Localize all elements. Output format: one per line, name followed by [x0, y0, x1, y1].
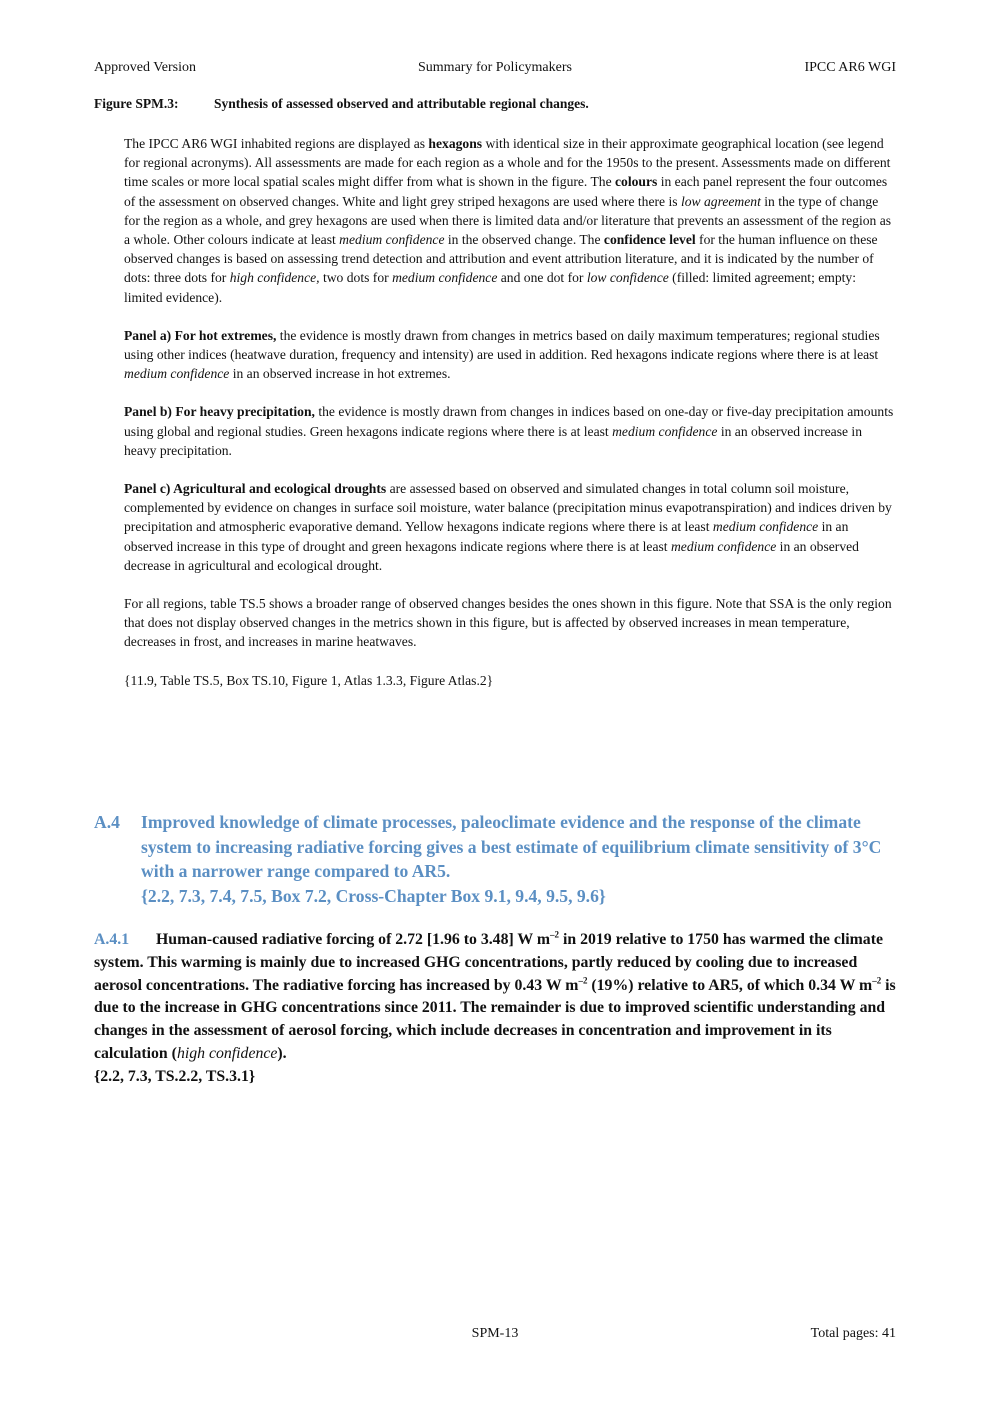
- header-report: IPCC AR6 WGI: [804, 60, 896, 75]
- figure-caption: [94, 96, 896, 112]
- panel-c-paragraph: Panel c) Agricultural and ecological droughts are assessed based on observed and simulated changes in total column soil moisture, complemented by evidence on changes in surface soil moisture, water balance (precipitation minus evapotranspiration) and indices driven by precipitation and atmospheric evaporative demand. Yellow hexagons indicate regions where there is at least medium confidence in an observed increase in this type of drought and green hexagons indicate regions where there is at least medium confidence in an observed decrease in agricultural and ecological drought.: [124, 481, 892, 573]
- figure-number: Figure SPM.3:: [94, 96, 179, 111]
- references-paragraph: {11.9, Table TS.5, Box TS.10, Figure 1, Atlas 1.3.3, Figure Atlas.2}: [124, 672, 494, 688]
- total-pages: Total pages: 41: [810, 1326, 896, 1341]
- panel-b-paragraph: Panel b) For heavy precipitation, the evidence is mostly drawn from changes in indices based on one-day or five-day precipitation amounts using global and regional studies. Green hexagons indicate regions where there is at least medium confidence in an observed increase in heavy precipitation.: [124, 404, 894, 458]
- header-section: Summary for Policymakers: [418, 60, 572, 75]
- page-number: SPM-13: [471, 1326, 519, 1341]
- section-number: A.4: [94, 812, 120, 832]
- header-version: Approved Version: [94, 60, 197, 75]
- intro-paragraph: The IPCC AR6 WGI inhabited regions are displayed as hexagons with identical size in their approximate geographical location (see legend for regional acronyms). All assessments are made for each region as a whole and for the 1950s to the present. Assessments made on different time scales or more local spatial scales might differ from what is shown in the figure. The colours in each panel represent the four outcomes of the assessment on observed changes. White and light grey striped hexagons are used where there is low agreement in the type of change for the region as a whole, and grey hexagons are used when there is limited data and/or literature that prevents an assessment of the region as a whole. Other colours indicate at least medium confidence in the observed change. The confidence level for the human influence on these observed changes is based on assessing trend detection and attribution and event attribution literature, and it is indicated by the number of dots: three dots for high confidence, two dots for medium confidence and one dot for low confidence (filled: limited agreement; empty: limited evidence).: [124, 136, 892, 305]
- subsection-a41: A.4.1 Human-caused radiative forcing of 2.72 [1.96 to 3.48] W $m^{-2}$ in 2019 relative to 1750 has warmed the climate system. This warming is mainly due to increased GHG concentrations, partly reduced by cooling due to increased aerosol concentrations. The radiative forcing has increased by 0.43 W $m^{-2}$ (19%) relative to AR5, of which 0.34 W $m^{-2}$ is due to the increase in GHG concentrations since 2011. The remainder is due to improved scientific understanding and changes in the assessment of aerosol forcing, which include decreases in concentration and improvement in its calculation (high confidence). {2.2, 7.3, TS.2.2, TS.3.1}: [94, 929, 896, 1085]
- caption-body: [124, 134, 896, 709]
- figure-title: Synthesis of assessed observed and attributable regional changes.: [214, 96, 589, 111]
- page-footer: [94, 1326, 896, 1346]
- section-heading-refs: {2.2, 7.3, 7.4, 7.5, Box 7.2, Cross-Chapter Box 9.1, 9.4, 9.5, 9.6}: [141, 885, 606, 906]
- subsection-number: A.4.1: [94, 931, 130, 948]
- subsection-refs: {2.2, 7.3, TS.2.2, TS.3.1}: [94, 1067, 256, 1085]
- section-heading-text: Improved knowledge of climate processes, paleoclimate evidence and the response of the climate system to increasing radiative forcing gives a best estimate of equilibrium climate sensitivity of 3°C with a narrower range compared to AR5. {2.2, 7.3, 7.4, 7.5, Box 7.2, Cross-Chapter Box 9.1, 9.4, 9.5, 9.6}: [141, 812, 882, 906]
- section-heading-a4: [94, 810, 896, 908]
- all-regions-paragraph: For all regions, table TS.5 shows a broader range of observed changes besides the ones shown in this figure. Note that SSA is the only region that does not display observed changes in the metrics shown in this figure, but is affected by observed increases in mean temperature, decreases in frost, and increases in marine heatwaves.: [124, 596, 892, 650]
- page-header: [94, 60, 896, 80]
- panel-a-paragraph: Panel a) For hot extremes, the evidence is mostly drawn from changes in metrics based on daily maximum temperatures; regional studies using other indices (heatwave duration, frequency and intensity) are used in addition. Red hexagons indicate regions where there is at least medium confidence in an observed increase in hot extremes.: [124, 327, 880, 382]
